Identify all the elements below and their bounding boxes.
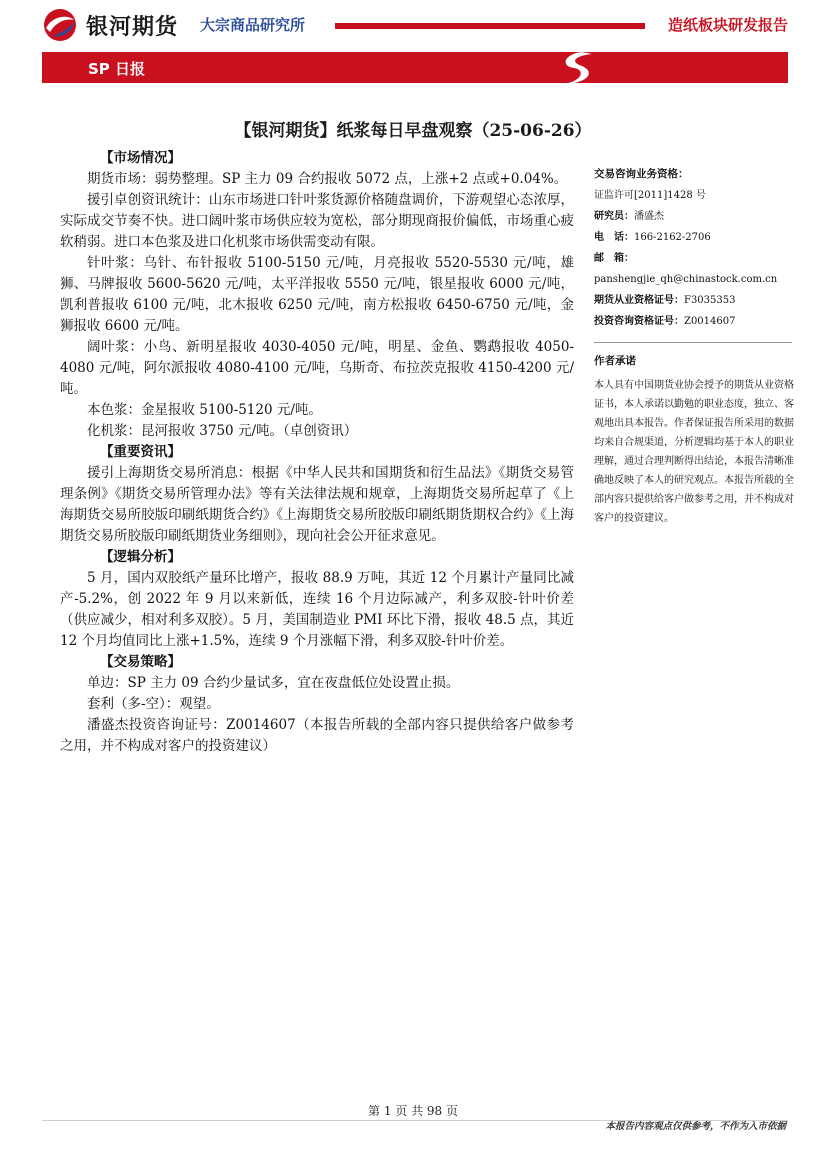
- email-address[interactable]: panshengjie_qh@chinastock.com.cn: [594, 274, 778, 285]
- paragraph: 援引上海期货交易所消息：根据《中华人民共和国期货和衍生品法》《期货交易管理条例》《期货交易所管理办法》等有关法律法规和规章，上海期货交易所起草了《上海期货交易所胶版印刷纸期货合约》《上海期货交易所胶版印刷纸期货期权合约》《上海期货交易所胶版印刷纸期货业务细则》，现向社会公开征求意见。: [60, 465, 574, 544]
- paragraph: 单边：SP 主力 09 合约少量试多，宜在夜盘低位处设置止损。: [87, 675, 460, 691]
- galaxy-logo-icon: [40, 8, 80, 42]
- commitment-title: 作者承诺: [594, 355, 636, 367]
- phone-row: [594, 227, 794, 248]
- commitment-text: 本人具有中国期货业协会授予的期货从业资格证书，本人承诺以勤勉的职业态度，独立、客观地出具本报告。作者保证报告所采用的数据均来自合规渠道，分析逻辑均基于本人的职业理解，通过合理判断得出结论，本报告清晰准确地反映了本人的研究观点。本报告所载的全部内容只提供给客户做参考之用，并不构成对客户的投资建议。: [594, 380, 794, 524]
- page-title: 【银河期货】纸浆每日早盘观察（25-06-26）: [234, 121, 592, 141]
- invest-cert-row: [594, 311, 794, 332]
- section-heading-news: 【重要资讯】: [100, 444, 181, 460]
- futures-cert-number: F3035353: [684, 295, 736, 306]
- header-divider: [335, 23, 645, 29]
- paragraph: 针叶浆：乌针、布针报收 5100-5150 元/吨，月亮报收 5520-5530 元/吨，雄狮、马牌报收 5600-5620 元/吨，太平洋报收 5550 元/吨，银星报收 6000 元/吨，凯利普报收 6100 元/吨，北木报收 6250 元/吨，南方松报收 6450-6750 元/吨，金狮报收 6600 元/吨。: [60, 255, 574, 334]
- license-number: 证监许可[2011]1428 号: [594, 190, 706, 201]
- paragraph: 潘盛杰投资咨询证号：Z0014607（本报告所载的全部内容只提供给客户做参考之用，并不构成对客户的投资建议）: [60, 717, 574, 754]
- report-body: [60, 148, 574, 757]
- futures-cert-row: [594, 290, 794, 311]
- report-header: [0, 0, 826, 50]
- sidebar-divider: [594, 342, 792, 343]
- researcher-row: [594, 206, 794, 227]
- section-heading-logic: 【逻辑分析】: [100, 549, 181, 565]
- band-title: SP 日报: [88, 60, 146, 78]
- phone-number: 166-2162-2706: [634, 232, 711, 243]
- page-number: 第 1 页 共 98 页: [368, 1104, 458, 1118]
- swoosh-icon: [552, 50, 598, 86]
- title-band: [42, 52, 788, 83]
- paragraph: 阔叶浆：小鸟、新明星报收 4030-4050 元/吨，明星、金鱼、鹦鹉报收 4050-4080 元/吨，阿尔派报收 4080-4100 元/吨，乌斯奇、布拉茨克报收 4150-4200 元/吨。: [60, 339, 574, 397]
- section-heading-market: 【市场情况】: [100, 150, 181, 166]
- institute-name: 大宗商品研究所: [200, 16, 306, 34]
- paragraph: 期货市场：弱势整理。SP 主力 09 合约报收 5072 点，上涨+2 点或+0.04%。: [87, 171, 568, 187]
- invest-cert-label: 投资咨询资格证号：: [594, 316, 684, 327]
- paragraph: 本色浆：金星报收 5100-5120 元/吨。: [87, 402, 322, 418]
- brand-name: 银河期货: [86, 15, 179, 40]
- paragraph: 5 月，国内双胶纸产量环比增产，报收 88.9 万吨，其近 12 个月累计产量同比减产-5.2%，创 2022 年 9 月以来新低，连续 16 个月边际减产，利多双胶-针叶价差（供应减少，相对利多双胶）。5 月，美国制造业 PMI 环比下滑，报收 48.5 点，其近 12 个月均值同比上涨+1.5%，连续 9 个月涨幅下滑，利多双胶-针叶价差。: [60, 570, 574, 649]
- email-label-row: [594, 248, 794, 269]
- qualification-title: 交易咨询业务资格：: [594, 168, 689, 180]
- paragraph: 援引卓创资讯统计：山东市场进口针叶浆货源价格随盘调价，下游观望心态浓厚，实际成交节奏不快。进口阔叶浆市场供应较为宽松，部分期现商报价偏低，市场重心疲软稍弱。进口本色浆及进口化机浆市场供需变动有限。: [60, 192, 574, 250]
- futures-cert-label: 期货从业资格证号：: [594, 295, 684, 306]
- section-heading-strategy: 【交易策略】: [100, 654, 181, 670]
- paragraph: 套利（多-空）：观望。: [87, 696, 220, 712]
- paragraph: 化机浆：昆河报收 3750 元/吨。（卓创资讯）: [87, 423, 358, 439]
- sidebar: [594, 164, 794, 528]
- invest-cert-number: Z0014607: [684, 316, 736, 327]
- researcher-label: 研究员：: [594, 211, 634, 222]
- researcher-name: 潘盛杰: [634, 211, 664, 222]
- phone-label: 电 话：: [594, 232, 634, 243]
- email-label: 邮 箱：: [594, 253, 634, 264]
- footer-disclaimer: 本报告内容观点仅供参考，不作为入市依据: [605, 1121, 786, 1132]
- report-type: 造纸板块研发报告: [667, 16, 788, 34]
